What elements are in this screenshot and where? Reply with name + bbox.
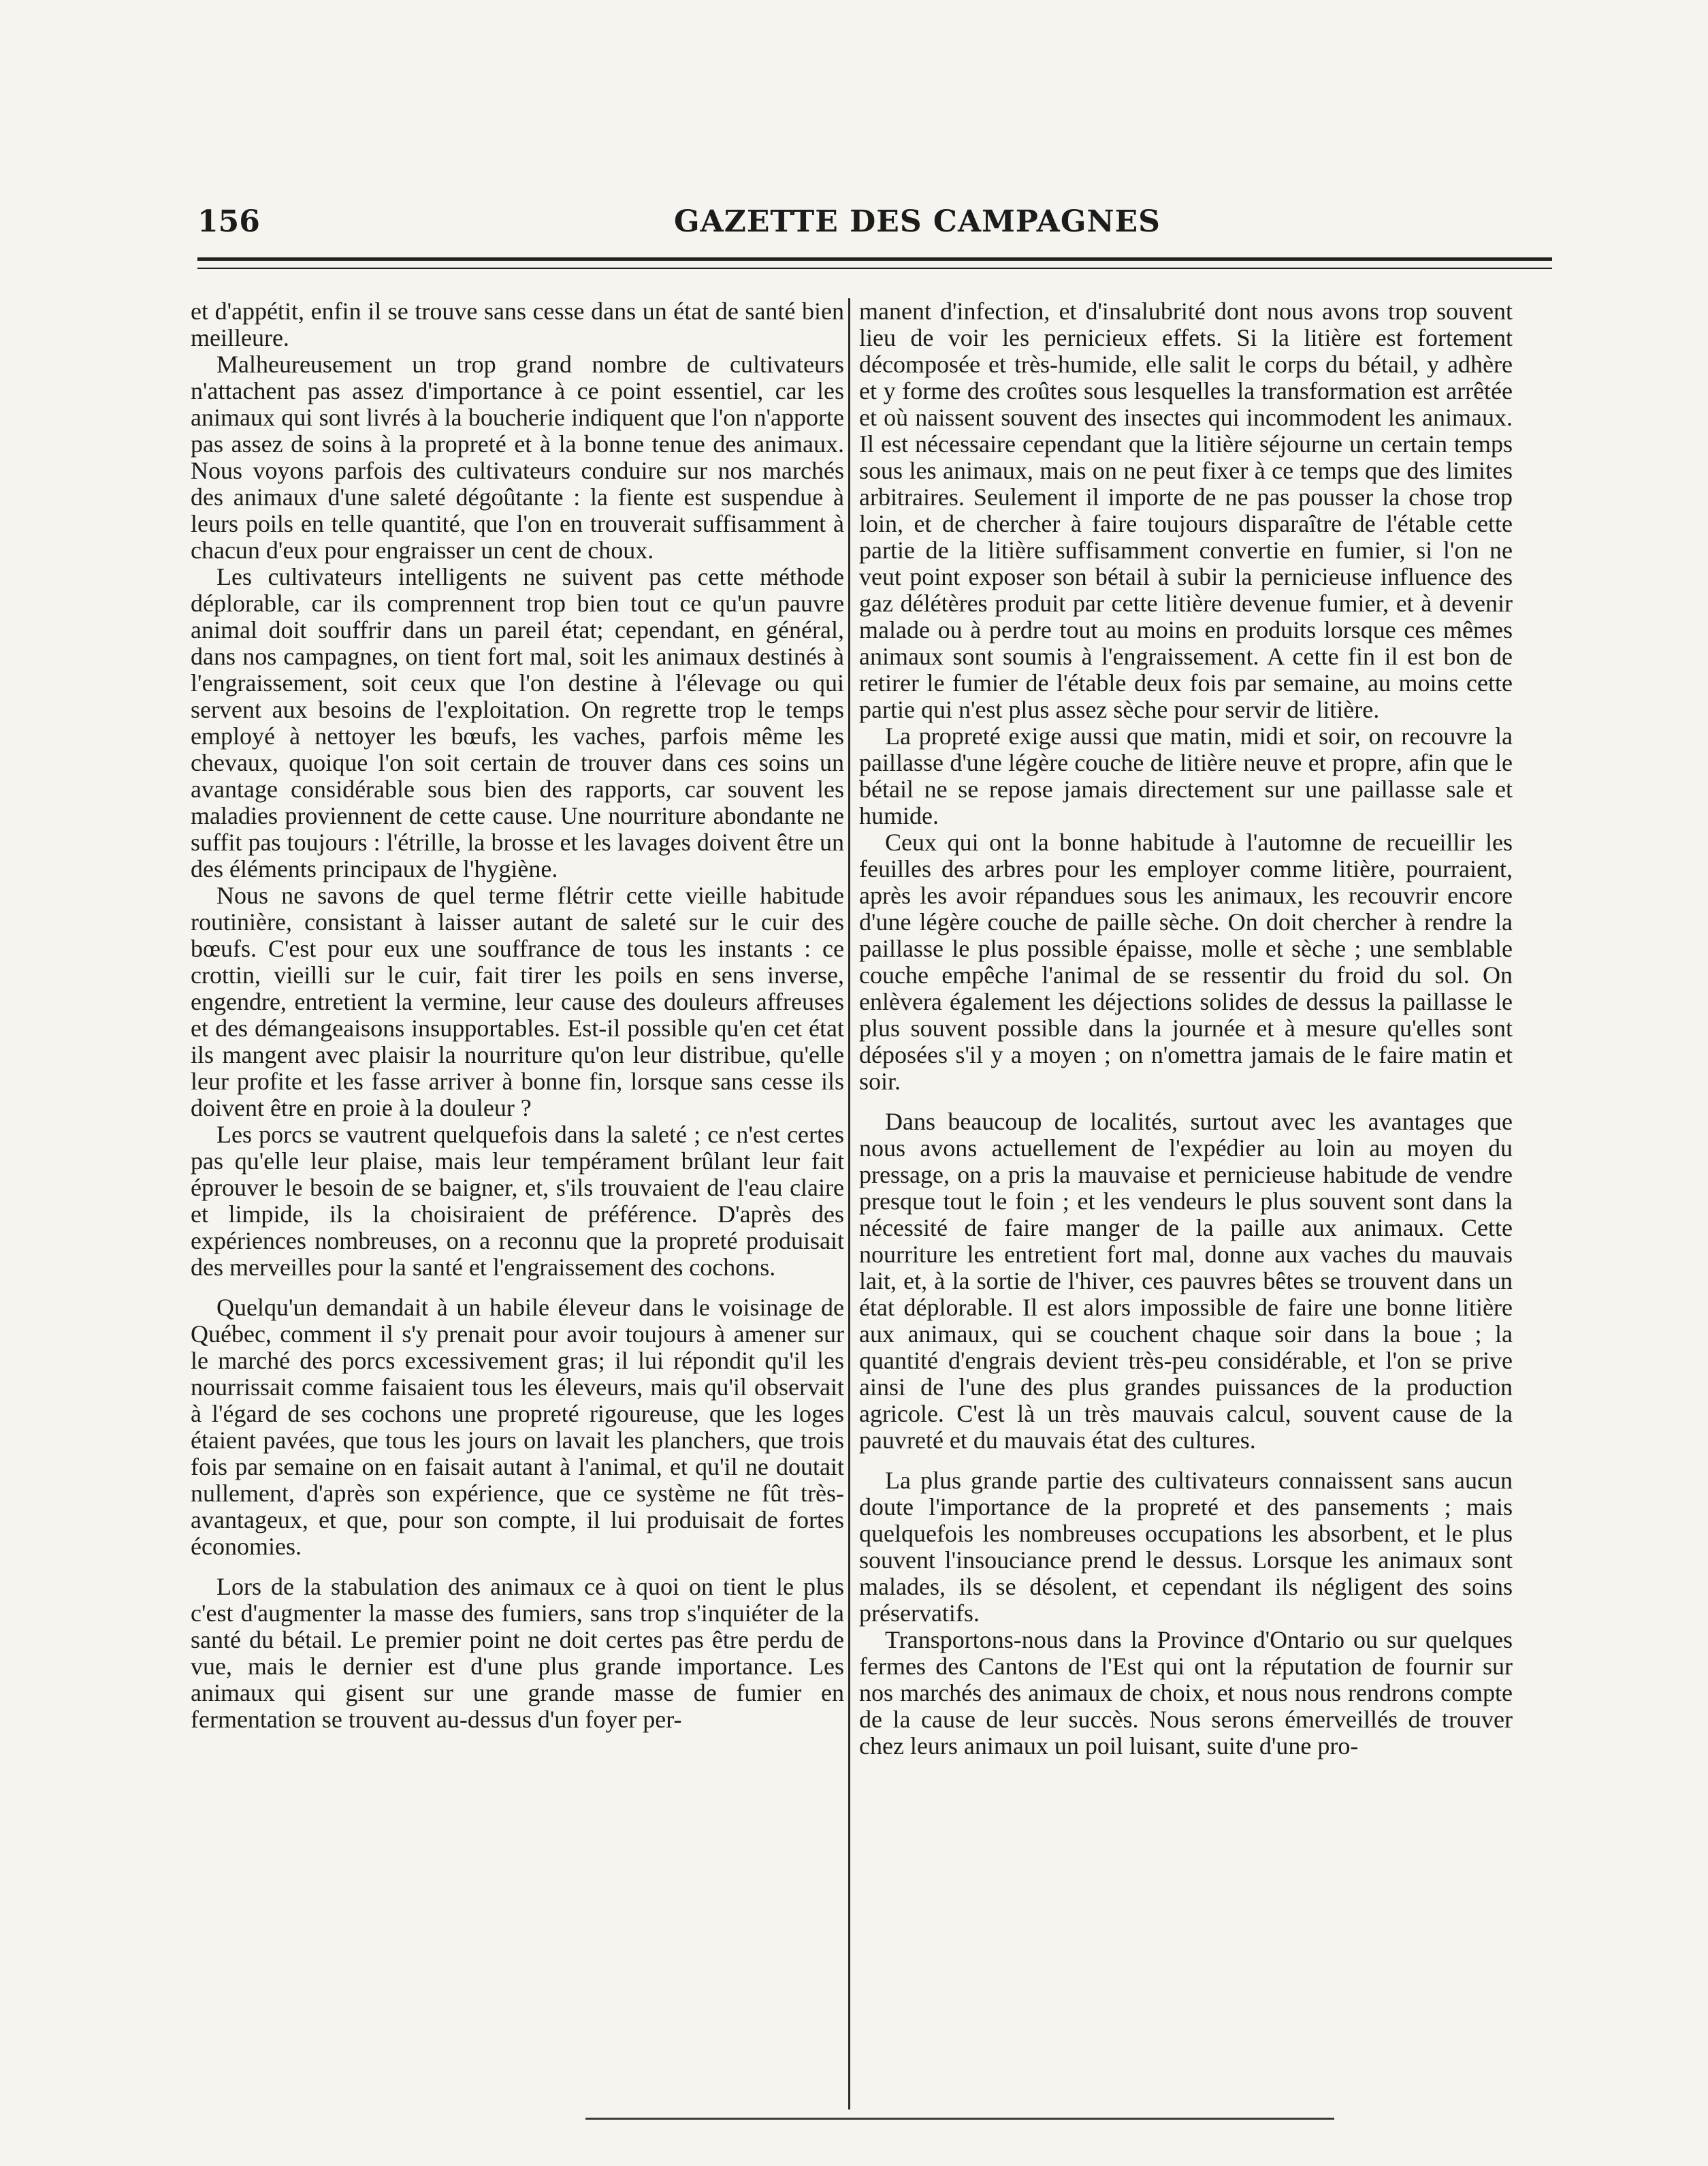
page-number: 156: [197, 204, 260, 239]
left-column: [191, 298, 844, 2109]
header-rule: [197, 257, 1552, 269]
paragraph: Ceux qui ont la bonne habitude à l'automne de recueillir les feuilles des arbres pour les employer comme litière, pourraient, après les avoir répandues sous les animaux, les recouvrir encore d'une légère couche de paille sèche. On doit chercher à rendre la paillasse le plus possible épaisse, molle et sèche ; une semblable couche empêche l'animal de se ressentir du froid du sol. On enlèvera également les déjections solides de dessus la paillasse le plus souvent possible dans la journée et à mesure qu'elles sont déposées s'il y a moyen ; on n'omettra jamais de le faire matin et soir.: [859, 829, 1513, 1095]
paragraph: et d'appétit, enfin il se trouve sans cesse dans un état de santé bien meilleure.: [191, 298, 844, 351]
paragraph: Les porcs se vautrent quelquefois dans la saleté ; ce n'est certes pas qu'elle leur plaise, mais leur tempérament brûlant leur fait éprouver le besoin de se baigner, et, s'ils trouvaient de l'eau claire et limpide, ils la choisiraient de préférence. D'après des expériences nombreuses, on a reconnu que la propreté produisait des merveilles pour la santé et l'engraissement des cochons.: [191, 1121, 844, 1281]
paragraph: Les cultivateurs intelligents ne suivent pas cette méthode déplorable, car ils comprennent trop bien tout ce qu'un pauvre animal doit souffrir dans un pareil état; cependant, en général, dans nos campagnes, on tient fort mal, soit les animaux destinés à l'engraissement, soit ceux que l'on destine à l'élevage ou qui servent aux besoins de l'exploitation. On regrette trop le temps employé à nettoyer les bœufs, les vaches, parfois même les chevaux, quoique l'on soit certain de trouver dans ces soins un avantage considérable sous bien des rapports, car souvent les maladies proviennent de cette cause. Une nourriture abondante ne suffit pas toujours : l'étrille, la brosse et les lavages doivent être un des éléments principaux de l'hygiène.: [191, 563, 844, 882]
paragraph: Dans beaucoup de localités, surtout avec les avantages que nous avons actuellement de l'expédier au loin au moyen du pressage, on a pris la mauvaise et pernicieuse habitude de vendre presque tout le foin ; et les vendeurs le plus souvent sont dans la nécessité de faire manger de la paille aux animaux. Cette nourriture les entretient fort mal, donne aux vaches du mauvais lait, et, à la sortie de l'hiver, ces pauvres bêtes se trouvent dans un état déplorable. Il est alors impossible de faire une bonne litière aux animaux, qui se couchent chaque soir dans la boue ; la quantité d'engrais devient très-peu considérable, et l'on se prive ainsi de l'une des plus grandes puissances de la production agricole. C'est là un très mauvais calcul, souvent cause de la pauvreté et du mauvais état des cultures.: [859, 1108, 1513, 1454]
paragraph: La plus grande partie des cultivateurs connaissent sans aucun doute l'importance de la propreté et des pansements ; mais quelquefois les nombreuses occupations les absorbent, et le plus souvent l'insouciance prend le dessus. Lorsque les animaux sont malades, ils se désolent, et cependant ils négligent des soins préservatifs.: [859, 1467, 1513, 1627]
paragraph: Transportons-nous dans la Province d'Ontario ou sur quelques fermes des Cantons de l'Est qui ont la réputation de fournir sur nos marchés des animaux de choix, et nous nous rendrons compte de la cause de leur succès. Nous serons émerveillés de trouver chez leurs animaux un poil luisant, suite d'une pro-: [859, 1626, 1513, 1759]
paragraph: Malheureusement un trop grand nombre de cultivateurs n'attachent pas assez d'importance à ce point essentiel, car les animaux qui sont livrés à la boucherie indiquent que l'on n'apporte pas assez de soins à la propreté et à la bonne tenue des animaux. Nous voyons parfois des cultivateurs conduire sur nos marchés des animaux d'une saleté dégoûtante : la fiente est suspendue à leurs poils en telle quantité, que l'on en trouverait suffisamment à chacun d'eux pour engraisser un cent de choux.: [191, 351, 844, 564]
paragraph: manent d'infection, et d'insalubrité dont nous avons trop souvent lieu de voir les pernicieux effets. Si la litière est fortement décomposée et très-humide, elle salit le corps du bétail, y adhère et y forme des croûtes sous lesquelles la transformation est arrêtée et où naissent souvent des insectes qui incommodent les animaux. Il est nécessaire cependant que la litière séjourne un certain temps sous les animaux, mais on ne peut fixer à ce temps que des limites arbitraires. Seulement il importe de ne pas pousser la chose trop loin, et de chercher à faire toujours disparaître de l'étable cette partie de la litière suffisamment convertie en fumier, si l'on ne veut point exposer son bétail à subir la pernicieuse influence des gaz délétères produit par cette litière devenue fumier, et à devenir malade ou à perdre tout au moins en produits lorsque ces mêmes animaux sont soumis à l'engraissement. A cette fin il est bon de retirer le fumier de l'étable deux fois par semaine, au moins cette partie qui n'est plus assez sèche pour servir de litière.: [859, 298, 1513, 723]
running-title: GAZETTE DES CAMPAGNES: [674, 204, 1161, 239]
paragraph: Quelqu'un demandait à un habile éleveur dans le voisinage de Québec, comment il s'y prenait pour avoir toujours à amener sur le marché des porcs excessivement gras; il lui répondit qu'il les nourrissait comme faisaient tous les éleveurs, mais qu'il observait à l'égard de ses cochons une propreté rigoureuse, que les loges étaient pavées, que tous les jours on lavait les planchers, que trois fois par semaine on en faisait autant à l'animal, et qu'il ne doutait nullement, d'après son expérience, que ce système ne fût très-avantageux, et que, pour son compte, il lui produisait de fortes économies.: [191, 1294, 844, 1560]
paragraph: Lors de la stabulation des animaux ce à quoi on tient le plus c'est d'augmenter la masse des fumiers, sans trop s'inquiéter de la santé du bétail. Le premier point ne doit certes pas être perdu de vue, mais le dernier est d'une plus grande importance. Les animaux qui gisent sur une grande masse de fumier en fermentation se trouvent au-dessus d'un foyer per-: [191, 1573, 844, 1733]
footer-rule: [585, 2118, 1334, 2120]
paragraph: Nous ne savons de quel terme flétrir cette vieille habitude routinière, consistant à laisser autant de saleté sur le cuir des bœufs. C'est pour eux une souffrance de tous les instants : ce crottin, vieilli sur le cuir, fait tirer les poils en sens inverse, engendre, entretient la vermine, leur cause des douleurs affreuses et des démangeaisons insupportables. Est-il possible qu'en cet état ils mangent avec plaisir la nourriture qu'on leur distribue, qu'elle leur profite et les fasse arriver à bonne fin, lorsque sans cesse ils doivent être en proie à la douleur ?: [191, 882, 844, 1121]
right-column: [859, 298, 1513, 2109]
page-header: [197, 204, 1552, 242]
paragraph: La propreté exige aussi que matin, midi et soir, on recouvre la paillasse d'une légère couche de litière neuve et propre, afin que le bétail ne se repose jamais directement sur une paillasse sale et humide.: [859, 722, 1513, 829]
column-divider: [848, 298, 850, 2109]
